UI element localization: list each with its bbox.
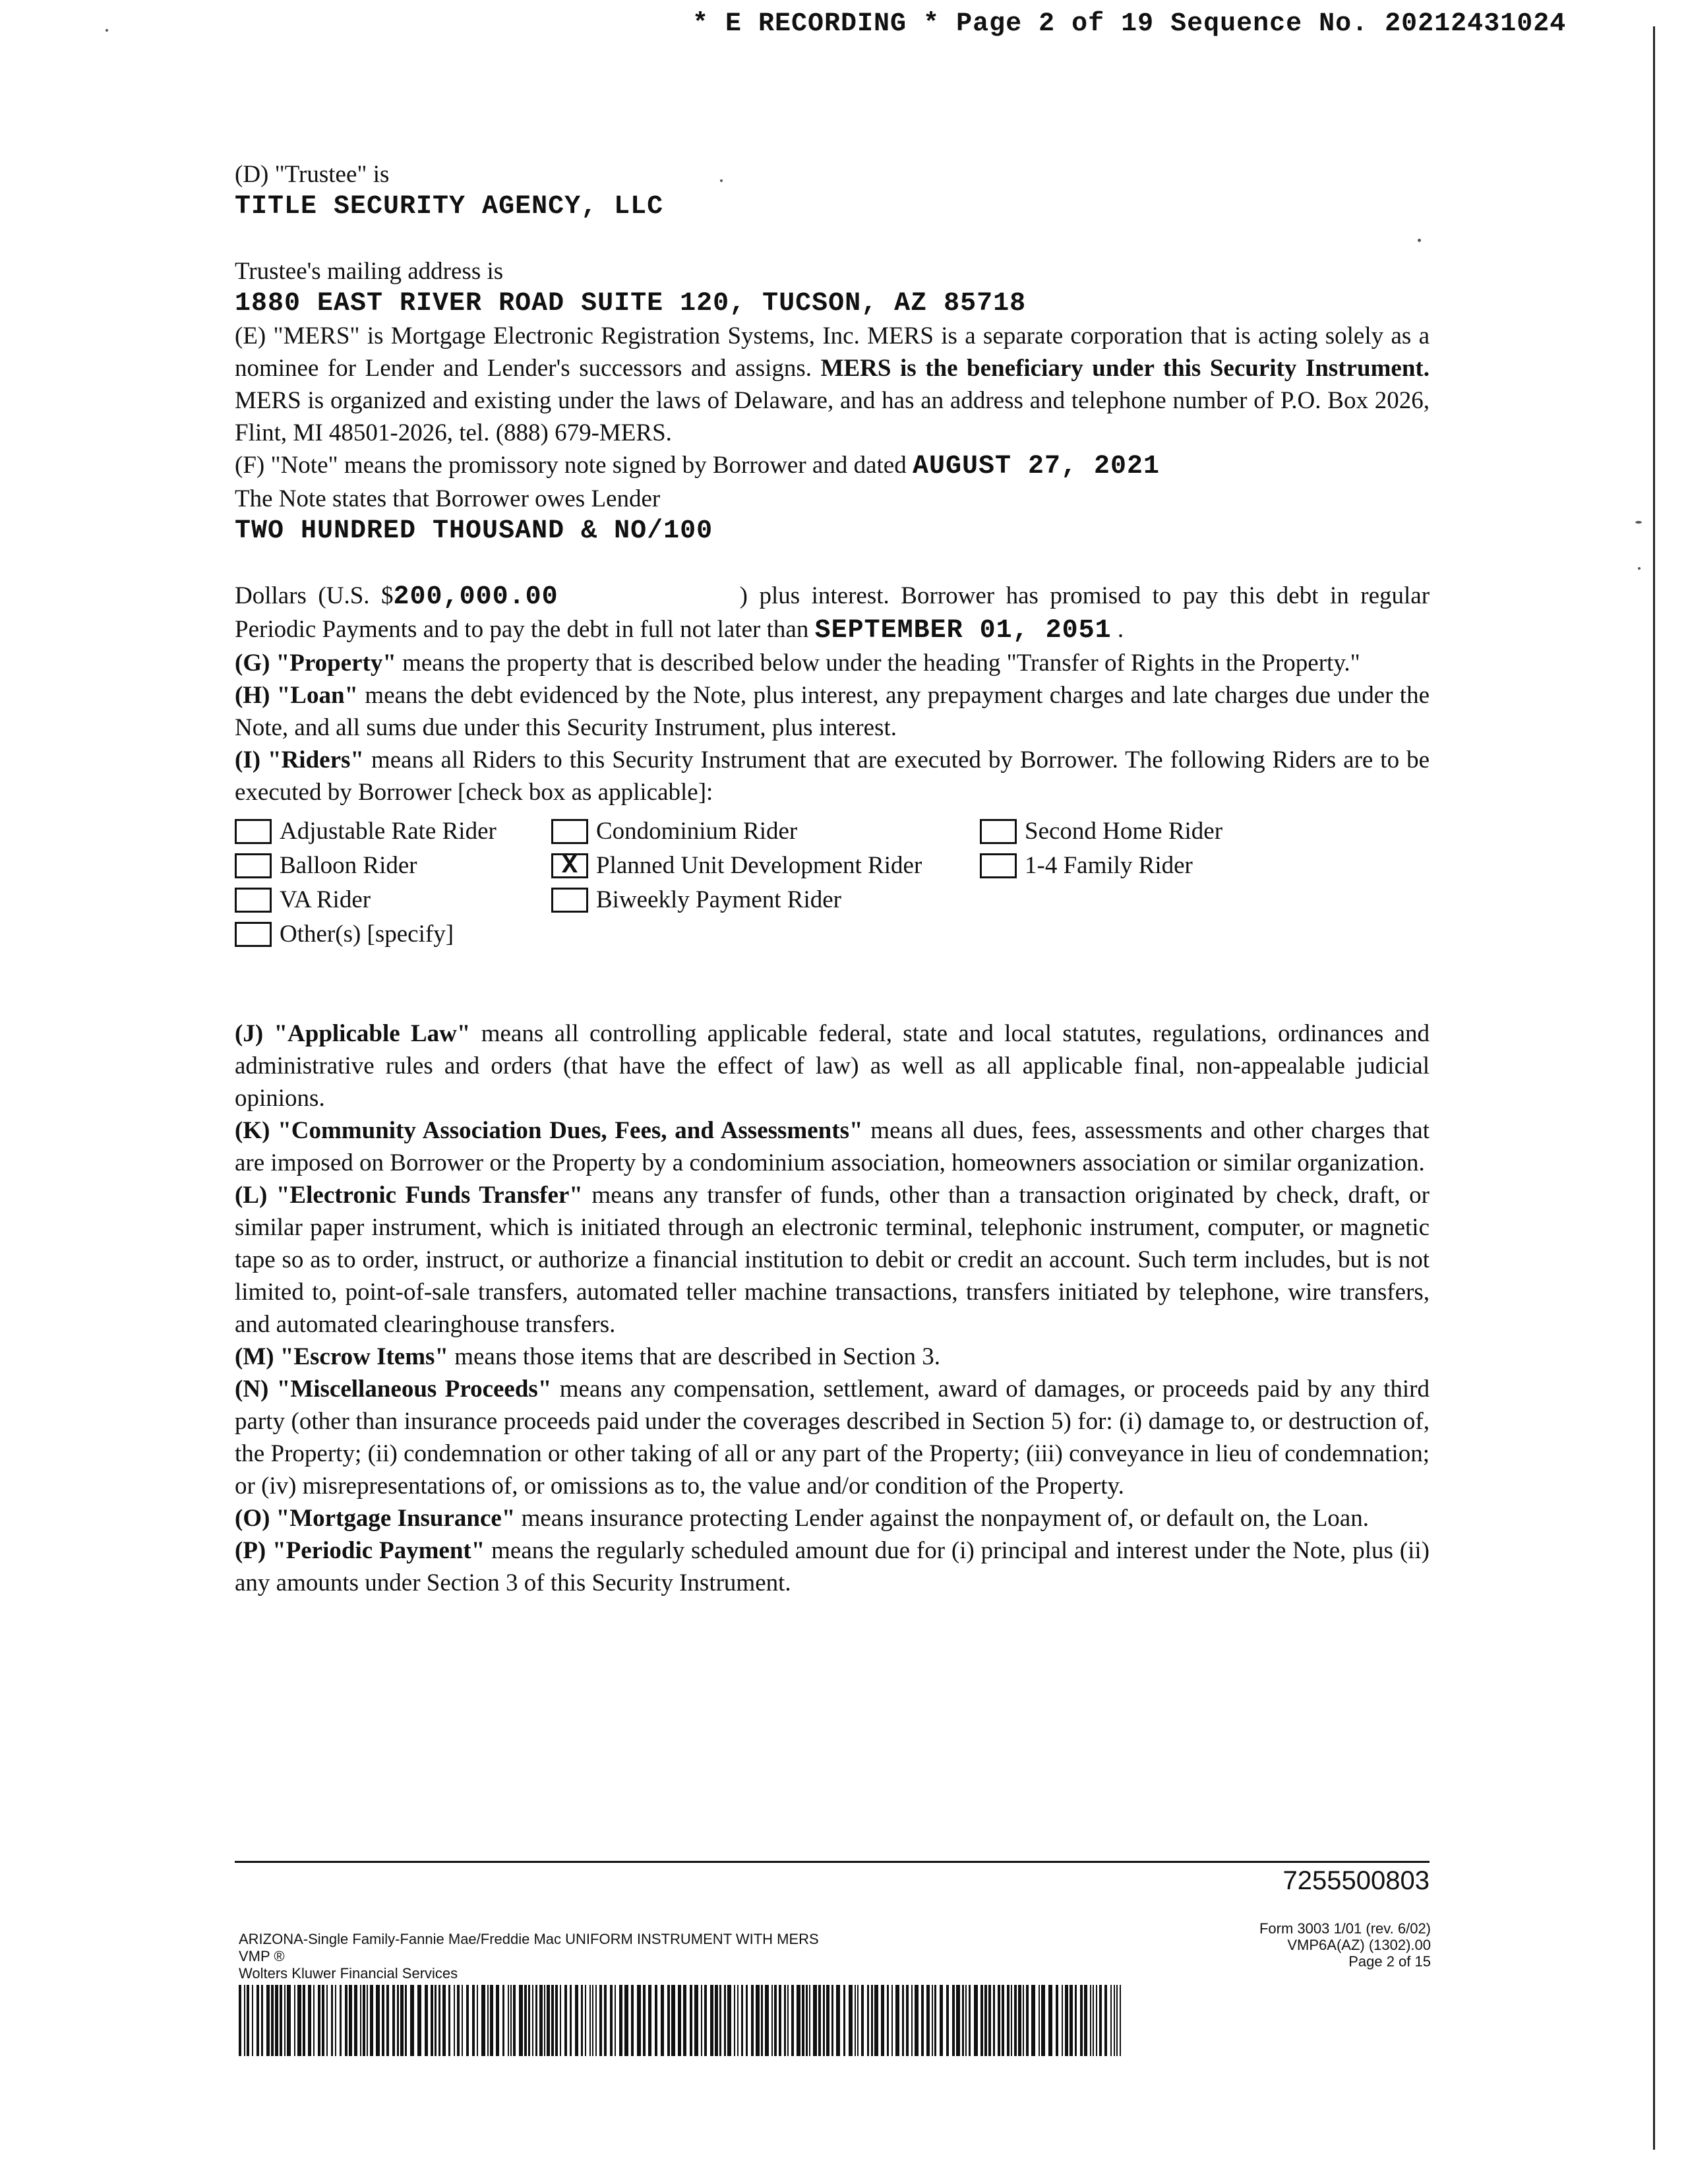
- barcode-bar: [624, 1985, 628, 2056]
- barcode-bar: [244, 1985, 245, 2056]
- rider-label: Planned Unit Development Rider: [596, 852, 922, 879]
- section-h-term: (H) "Loan": [235, 682, 359, 709]
- barcode-bar: [524, 1985, 527, 2056]
- barcode-bar: [906, 1985, 909, 2056]
- barcode-bar: [308, 1985, 311, 2056]
- barcode-bar: [496, 1985, 499, 2056]
- section-o: [235, 1502, 1430, 1534]
- barcode-bar: [741, 1985, 743, 2056]
- checkbox-mark: X: [561, 851, 578, 881]
- barcode-bar: [275, 1985, 278, 2056]
- barcode-bar: [849, 1985, 853, 2056]
- spacer: [235, 223, 1430, 255]
- barcode-bar: [779, 1985, 781, 2056]
- barcode-bar: [560, 1985, 561, 2056]
- section-p: [235, 1534, 1430, 1599]
- barcode-bar: [544, 1985, 545, 2056]
- barcode-bar: [349, 1985, 352, 2056]
- checkbox-checked[interactable]: [551, 851, 588, 881]
- barcode-bar: [831, 1985, 833, 2056]
- barcode-bar: [806, 1985, 808, 2056]
- barcode-bar: [564, 1985, 567, 2056]
- barcode-bar: [284, 1985, 286, 2056]
- section-n-term: (N) "Miscellaneous Proceeds": [235, 1376, 552, 1403]
- barcode-bar: [921, 1985, 924, 2056]
- barcode-bar: [297, 1985, 301, 2056]
- barcode-bar: [690, 1985, 692, 2056]
- barcode-bar: [969, 1985, 971, 2056]
- barcode-bar: [435, 1985, 437, 2056]
- barcode-bar: [466, 1985, 469, 2056]
- barcode-bar: [1075, 1985, 1077, 2056]
- barcode-bar: [477, 1985, 478, 2056]
- section-k-term: (K) "Community Association Dues, Fees, and Assessments": [235, 1117, 863, 1144]
- barcode-bar: [448, 1985, 450, 2056]
- checkbox[interactable]: [551, 888, 588, 913]
- barcode-bar: [252, 1985, 253, 2056]
- barcode-bar: [926, 1985, 930, 2056]
- barcode-bar: [648, 1985, 651, 2056]
- section-f-text: (F) "Note" means the promissory note signed by Borrower and dated: [235, 452, 907, 479]
- barcode-bar: [678, 1985, 681, 2056]
- barcode-bar: [1002, 1985, 1004, 2056]
- barcode-bar: [952, 1985, 955, 2056]
- rider-label: Second Home Rider: [1025, 818, 1223, 845]
- section-i: [235, 744, 1430, 808]
- barcode-bar: [454, 1985, 455, 2056]
- checkbox[interactable]: [235, 819, 272, 844]
- barcode-bar: [671, 1985, 675, 2056]
- barcode-bar: [619, 1985, 622, 2056]
- rider-label: 1-4 Family Rider: [1025, 852, 1193, 879]
- barcode-bar: [519, 1985, 523, 2056]
- barcode-bar: [547, 1985, 550, 2056]
- section-e-text: (E) "MERS" is Mortgage Electronic Registration Systems, Inc. MERS is a separate corporation that is acting solely as a nominee for Lender and Lender's successors and assigns.: [235, 322, 1430, 382]
- section-i-term: (I) "Riders": [235, 746, 364, 774]
- section-e-bold: MERS is the beneficiary under this Security Instrument.: [820, 355, 1430, 382]
- barcode-bar: [701, 1985, 702, 2056]
- barcode-bar: [1084, 1985, 1087, 2056]
- barcode-bar: [1096, 1985, 1097, 2056]
- barcode-bar: [592, 1985, 593, 2056]
- document-body: [235, 158, 1430, 1599]
- barcode-bar: [988, 1985, 991, 2056]
- barcode-bar: [855, 1985, 856, 2056]
- rider-empty-cell: [980, 884, 1375, 916]
- barcode-bar: [1116, 1985, 1118, 2056]
- barcode-bar: [784, 1985, 786, 2056]
- barcode-bar: [386, 1985, 389, 2056]
- barcode-bar: [823, 1985, 825, 2056]
- form-title: ARIZONA-Single Family-Fannie Mae/Freddie Mac UNIFORM INSTRUMENT WITH MERS: [239, 1931, 819, 1947]
- trustee-name: TITLE SECURITY AGENCY, LLC: [235, 192, 664, 222]
- barcode-bar: [261, 1985, 263, 2056]
- barcode-bar: [1099, 1985, 1102, 2056]
- barcode-bar: [462, 1985, 463, 2056]
- barcode-bar: [481, 1985, 485, 2056]
- barcode-bar: [1110, 1985, 1112, 2056]
- dollars-prefix: Dollars (U.S. $: [235, 582, 394, 609]
- dollars-line: [235, 580, 1430, 647]
- barcode-bar: [765, 1985, 769, 2056]
- section-j-text: means all controlling applicable federal, state and local statutes, regulations, ordinances and administrative rules and orders (that have the effect of law) as well as all applicable final, non-appealable judicial opinions.: [235, 1020, 1430, 1112]
- barcode-bar: [247, 1985, 249, 2056]
- vmp-mark: VMP ®: [239, 1948, 285, 1964]
- maturity-date: SEPTEMBER 01, 2051: [814, 616, 1112, 646]
- barcode-bar: [570, 1985, 572, 2056]
- barcode-bar: [715, 1985, 718, 2056]
- section-o-term: (O) "Mortgage Insurance": [235, 1505, 516, 1532]
- section-f: [235, 449, 1430, 483]
- barcode-bar: [734, 1985, 735, 2056]
- section-m-text: means those items that are described in Section 3.: [454, 1343, 940, 1370]
- publisher: Wolters Kluwer Financial Services: [239, 1965, 458, 1982]
- rider-biweekly-payment: [551, 884, 980, 916]
- barcode-bar: [797, 1985, 800, 2056]
- barcode-bar: [887, 1985, 889, 2056]
- checkbox[interactable]: [551, 819, 588, 844]
- barcode-bar: [303, 1985, 305, 2056]
- section-h: [235, 679, 1430, 744]
- barcode-bar: [442, 1985, 446, 2056]
- loan-number: 7255500803: [1282, 1866, 1430, 1895]
- barcode-bar: [727, 1985, 731, 2056]
- barcode-bar: [813, 1985, 817, 2056]
- section-o-text: means insurance protecting Lender against the nonpayment of, or default on, the Loan.: [521, 1505, 1369, 1532]
- loan-amount-number: 200,000.00: [393, 582, 558, 612]
- barcode-bar: [1070, 1985, 1073, 2056]
- barcode-bar: [595, 1985, 597, 2056]
- barcode-bar: [655, 1985, 657, 2056]
- rider-va: [235, 884, 551, 916]
- checkbox[interactable]: [980, 853, 1017, 878]
- barcode-bar: [604, 1985, 607, 2056]
- barcode-bar: [313, 1985, 315, 2056]
- barcode-bar: [1026, 1985, 1029, 2056]
- barcode-bar: [400, 1985, 404, 2056]
- barcode-bar: [335, 1985, 336, 2056]
- barcode-bar: [1041, 1985, 1045, 2056]
- barcode-bar: [510, 1985, 512, 2056]
- barcode-bar: [756, 1985, 760, 2056]
- footer-form-info: [239, 1931, 964, 1982]
- barcode-bar: [438, 1985, 440, 2056]
- barcode-bar: [802, 1985, 804, 2056]
- barcode-bar: [915, 1985, 919, 2056]
- barcode-bar: [932, 1985, 933, 2056]
- barcode-bar: [256, 1985, 259, 2056]
- barcode-bar: [631, 1985, 634, 2056]
- barcode-bar: [287, 1985, 291, 2056]
- barcode-bar: [425, 1985, 428, 2056]
- barcode-bar: [746, 1985, 748, 2056]
- barcode-bar: [535, 1985, 537, 2056]
- checkbox[interactable]: [235, 853, 272, 878]
- checkbox[interactable]: [235, 922, 272, 947]
- barcode-bar: [1023, 1985, 1024, 2056]
- barcode-bar: [589, 1985, 591, 2056]
- dollars-suffix: ) plus interest. Borrower has promised to pay this debt in regular Periodic Payments and to pay the debt in full not later than: [235, 582, 1430, 643]
- barcode-bar: [502, 1985, 504, 2056]
- section-g: [235, 647, 1430, 679]
- barcode-bar: [826, 1985, 829, 2056]
- barcode-bar: [271, 1985, 274, 2056]
- barcode-bar: [1007, 1985, 1010, 2056]
- trustee-mailing-label: Trustee's mailing address is: [235, 258, 504, 285]
- scan-speck: [1635, 521, 1642, 524]
- barcode-bar: [322, 1985, 324, 2056]
- barcode-bar: [946, 1985, 949, 2056]
- section-i-text: means all Riders to this Security Instrument that are executed by Borrower. The following Riders are to be executed by Borrower [check box as applicable]:: [235, 746, 1430, 806]
- spacer: [235, 953, 1430, 1017]
- barcode-bar: [367, 1985, 368, 2056]
- section-j: [235, 1017, 1430, 1114]
- barcode-bar: [956, 1985, 960, 2056]
- barcode-bar: [710, 1985, 713, 2056]
- barcode-bar: [881, 1985, 884, 2056]
- footer-form-number: [1174, 1920, 1431, 1970]
- barcode-bar: [895, 1985, 899, 2056]
- rider-label: Condominium Rider: [596, 818, 798, 845]
- section-d-label: (D) "Trustee" is: [235, 161, 390, 188]
- rider-label: VA Rider: [280, 886, 371, 913]
- barcode-bar: [294, 1985, 295, 2056]
- section-k: [235, 1114, 1430, 1179]
- page-of: Page 2 of 15: [1348, 1953, 1431, 1970]
- barcode-bar: [431, 1985, 433, 2056]
- rider-label: Biweekly Payment Rider: [596, 886, 841, 913]
- barcode-bar: [417, 1985, 421, 2056]
- rider-balloon: [235, 849, 551, 882]
- note-owes-label: The Note states that Borrower owes Lender: [235, 485, 661, 512]
- barcode-bar: [809, 1985, 810, 2056]
- section-m: [235, 1341, 1430, 1373]
- barcode-bar: [1065, 1985, 1068, 2056]
- barcode-bar: [993, 1985, 995, 2056]
- barcode-bar: [575, 1985, 578, 2056]
- barcode-bar: [581, 1985, 583, 2056]
- section-m-term: (M) "Escrow Items": [235, 1343, 448, 1370]
- rider-second-home: [980, 815, 1375, 847]
- barcode-bar: [266, 1985, 270, 2056]
- rider-other: [235, 918, 551, 950]
- barcode-bar: [934, 1985, 936, 2056]
- barcode-bar: [508, 1985, 509, 2056]
- section-n-text: means any compensation, settlement, award of damages, or proceeds paid by any third party (other than insurance proceeds paid under the coverages described in Section 5) for: (i) damage to, or destruction of, the Property; (ii) condemnation or other taking of all or any part of the Property; (iii) conveyance in lieu of condemnation; or (iv) misrepresentations of, or omissions as to, the value and/or condition of the Property.: [235, 1376, 1430, 1500]
- barcode-bar: [1104, 1985, 1107, 2056]
- rider-adjustable-rate: [235, 815, 551, 847]
- barcode-bar: [1056, 1985, 1058, 2056]
- barcode-bar: [667, 1985, 670, 2056]
- rider-label: Other(s) [specify]: [280, 921, 454, 948]
- barcode-bar: [984, 1985, 987, 2056]
- barcode-bar: [345, 1985, 347, 2056]
- barcode-bar: [911, 1985, 913, 2056]
- rider-label: Balloon Rider: [280, 852, 417, 879]
- barcode-bar: [532, 1985, 533, 2056]
- checkbox[interactable]: [980, 819, 1017, 844]
- section-g-term: (G) "Property": [235, 650, 396, 677]
- barcode-bar: [998, 1985, 1000, 2056]
- barcode-bar: [599, 1985, 602, 2056]
- barcode-bar: [1039, 1985, 1040, 2056]
- section-l-term: (L) "Electronic Funds Transfer": [235, 1182, 583, 1209]
- barcode-bar: [791, 1985, 794, 2056]
- barcode-bar: [1018, 1985, 1021, 2056]
- barcode-bar: [1011, 1985, 1012, 2056]
- barcode-bar: [940, 1985, 943, 2056]
- section-l: [235, 1179, 1430, 1341]
- section-e-text-2: MERS is organized and existing under the laws of Delaware, and has an address and telephone number of P.O. Box 2026, Flint, MI 48501-2026, tel. (888) 679-MERS.: [235, 387, 1430, 446]
- barcode-bar: [771, 1985, 773, 2056]
- sentence-end: .: [1117, 616, 1124, 643]
- barcode-bar: [867, 1985, 869, 2056]
- barcode-bar: [555, 1985, 558, 2056]
- section-j-term: (J) "Applicable Law": [235, 1020, 471, 1047]
- barcode-bar: [719, 1985, 721, 2056]
- barcode-bar: [363, 1985, 365, 2056]
- section-k-text: means all dues, fees, assessments and other charges that are imposed on Borrower or the Property by a condominium association, homeowners association or similar organization.: [235, 1117, 1430, 1176]
- barcode-bar: [974, 1985, 978, 2056]
- barcode-bar: [857, 1985, 859, 2056]
- barcode-bar: [326, 1985, 328, 2056]
- barcode-bar: [861, 1985, 864, 2056]
- barcode-bar: [683, 1985, 686, 2056]
- barcode-bar: [382, 1985, 384, 2056]
- barcode-bar: [661, 1985, 664, 2056]
- barcode-bar: [239, 1985, 241, 2056]
- barcode-bar: [902, 1985, 904, 2056]
- barcode-bar: [615, 1985, 616, 2056]
- barcode-bar: [774, 1985, 777, 2056]
- barcode-bar: [787, 1985, 789, 2056]
- barcode-bar: [637, 1985, 641, 2056]
- rider-planned-unit-development: [551, 849, 980, 882]
- barcode-bar: [1031, 1985, 1035, 2056]
- footer-divider: [235, 1861, 1430, 1863]
- barcode-bar: [340, 1985, 342, 2056]
- spacer: [235, 547, 1430, 580]
- riders-checklist: [235, 815, 1430, 950]
- vmp-code: VMP6A(AZ) (1302).00: [1287, 1937, 1431, 1953]
- barcode-bar: [891, 1985, 893, 2056]
- barcode-bar: [392, 1985, 395, 2056]
- section-h-text: means the debt evidenced by the Note, plus interest, any prepayment charges and late charges due under the Note, and all sums due under this Security Instrument, plus interest.: [235, 682, 1430, 741]
- checkbox[interactable]: [235, 888, 272, 913]
- rider-label: Adjustable Rate Rider: [280, 818, 497, 845]
- barcode-bar: [1048, 1985, 1052, 2056]
- barcode-bar: [487, 1985, 489, 2056]
- scan-speck: [106, 29, 108, 32]
- barcode-bar: [962, 1985, 964, 2056]
- barcode-bar: [1062, 1985, 1063, 2056]
- barcode-bar: [643, 1985, 646, 2056]
- barcode-bar: [1080, 1985, 1083, 2056]
- form-number: Form 3003 1/01 (rev. 6/02): [1259, 1920, 1431, 1937]
- barcode-bar: [472, 1985, 475, 2056]
- barcode-bar: [737, 1985, 738, 2056]
- barcode-bar: [874, 1985, 878, 2056]
- barcode-bar: [843, 1985, 845, 2056]
- loan-amount-words: TWO HUNDRED THOUSAND & NO/100: [235, 516, 713, 546]
- rider-1-4-family: [980, 849, 1375, 882]
- barcode-bar: [1114, 1985, 1115, 2056]
- barcode-bar: [318, 1985, 320, 2056]
- rider-condominium: [551, 815, 980, 847]
- section-l-text: means any transfer of funds, other than a transaction originated by check, draft, or similar paper instrument, which is initiated through an electronic terminal, telephonic instrument, computer, or magnetic tape so as to order, instruct, or authorize a financial institution to debit or credit an account. Such term includes, but is not limited to, point-of-sale transfers, automated teller machine transactions, transfers initiated by telephone, wire transfers, and automated clearinghouse transfers.: [235, 1182, 1430, 1338]
- barcode-bar: [376, 1985, 380, 2056]
- barcode-bar: [871, 1985, 873, 2056]
- barcode: [239, 1985, 1129, 2056]
- barcode-bar: [354, 1985, 357, 2056]
- barcode-bar: [551, 1985, 554, 2056]
- barcode-bar: [1093, 1985, 1094, 2056]
- barcode-bar: [1120, 1985, 1121, 2056]
- recording-header: * E RECORDING * Page 2 of 19 Sequence No. 20212431024: [692, 9, 1567, 39]
- barcode-bar: [280, 1985, 282, 2056]
- scan-speck: [1638, 567, 1641, 570]
- section-e: [235, 320, 1430, 449]
- note-date: AUGUST 27, 2021: [912, 452, 1160, 481]
- barcode-bar: [1014, 1985, 1017, 2056]
- barcode-bar: [331, 1985, 333, 2056]
- barcode-bar: [410, 1985, 414, 2056]
- section-g-text: means the property that is described below under the heading "Transfer of Rights in the Property.": [402, 650, 1360, 677]
- section-p-term: (P) "Periodic Payment": [235, 1537, 485, 1564]
- trustee-mailing-address: 1880 EAST RIVER ROAD SUITE 120, TUCSON, AZ 85718: [235, 289, 1027, 318]
- barcode-bar: [513, 1985, 516, 2056]
- barcode-bar: [836, 1985, 840, 2056]
- scan-edge-line: [1653, 26, 1655, 2150]
- barcode-bar: [405, 1985, 407, 2056]
- barcode-bar: [397, 1985, 399, 2056]
- barcode-bar: [490, 1985, 493, 2056]
- barcode-bar: [528, 1985, 530, 2056]
- barcode-bar: [980, 1985, 983, 2056]
- barcode-bar: [724, 1985, 726, 2056]
- barcode-bar: [360, 1985, 361, 2056]
- barcode-bar: [610, 1985, 613, 2056]
- section-p-text: means the regularly scheduled amount due for (i) principal and interest under the Note, plus (ii) any amounts under Section 3 of this Security Instrument.: [235, 1537, 1430, 1596]
- section-n: [235, 1373, 1430, 1502]
- barcode-bar: [704, 1985, 707, 2056]
- barcode-bar: [539, 1985, 543, 2056]
- barcode-bar: [457, 1985, 460, 2056]
- barcode-bar: [370, 1985, 373, 2056]
- barcode-bar: [1090, 1985, 1091, 2056]
- barcode-bar: [694, 1985, 698, 2056]
- barcode-bar: [761, 1985, 763, 2056]
- barcode-bar: [818, 1985, 821, 2056]
- barcode-bar: [751, 1985, 754, 2056]
- barcode-bar: [965, 1985, 967, 2056]
- barcode-bar: [585, 1985, 586, 2056]
